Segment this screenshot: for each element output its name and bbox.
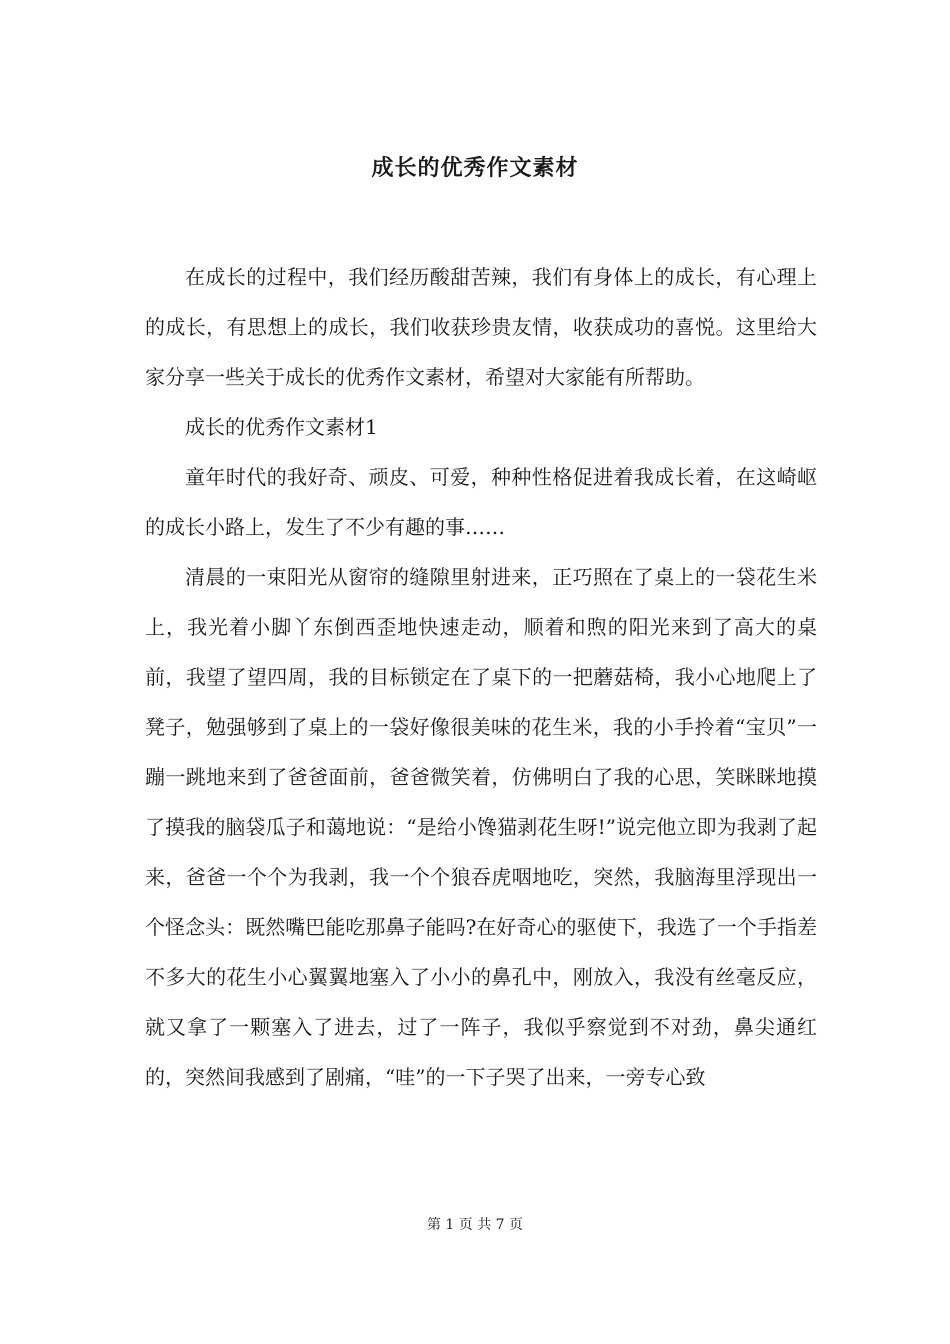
paragraph-childhood: 童年时代的我好奇、顽皮、可爱，种种性格促进着我成长着，在这崎岖的成长小路上，发生了不少有趣的事…… [145, 465, 817, 539]
page-number-footer: 第 1 页 共 7 页 [426, 1217, 524, 1233]
paragraph-peanut-story: 清晨的一束阳光从窗帘的缝隙里射进来，正巧照在了桌上的一袋花生米上，我光着小脚丫东倒西歪地快速走动，顺着和煦的阳光来到了高大的桌前，我望了望四周，我的目标锁定在了桌下的一把蘑菇椅，我小心地爬上了凳子，勉强够到了桌上的一袋好像很美味的花生米，我的小手拎着“宝贝”一蹦一跳地来到了爸爸面前，爸爸微笑着，仿佛明白了我的心思，笑眯眯地摸了摸我的脑袋瓜子和蔼地说：“是给小馋猫剥花生呀!”说完他立即为我剥了起来，爸爸一个个为我剥，我一个个狼吞虎咽地吃，突然，我脑海里浮现出一个怪念头：既然嘴巴能吃那鼻子能吗?在好奇心的驱使下，我选了一个手指差不多大的花生小心翼翼地塞入了小小的鼻孔中，刚放入，我没有丝毫反应，就又拿了一颗塞入了进去，过了一阵子，我似乎察觉到不对劲，鼻尖通红的，突然间我感到了剧痛，“哇”的一下子哭了出来，一旁专心致 [145, 565, 817, 1089]
section-heading: 成长的优秀作文素材1 [185, 415, 378, 439]
document-title: 成长的优秀作文素材 [371, 155, 579, 181]
paragraph-intro: 在成长的过程中，我们经历酸甜苦辣，我们有身体上的成长，有心理上的成长，有思想上的成长，我们收获珍贵友情，收获成功的喜悦。这里给大家分享一些关于成长的优秀作文素材，希望对大家能有所帮助。 [145, 265, 817, 389]
document-body [145, 252, 817, 1102]
